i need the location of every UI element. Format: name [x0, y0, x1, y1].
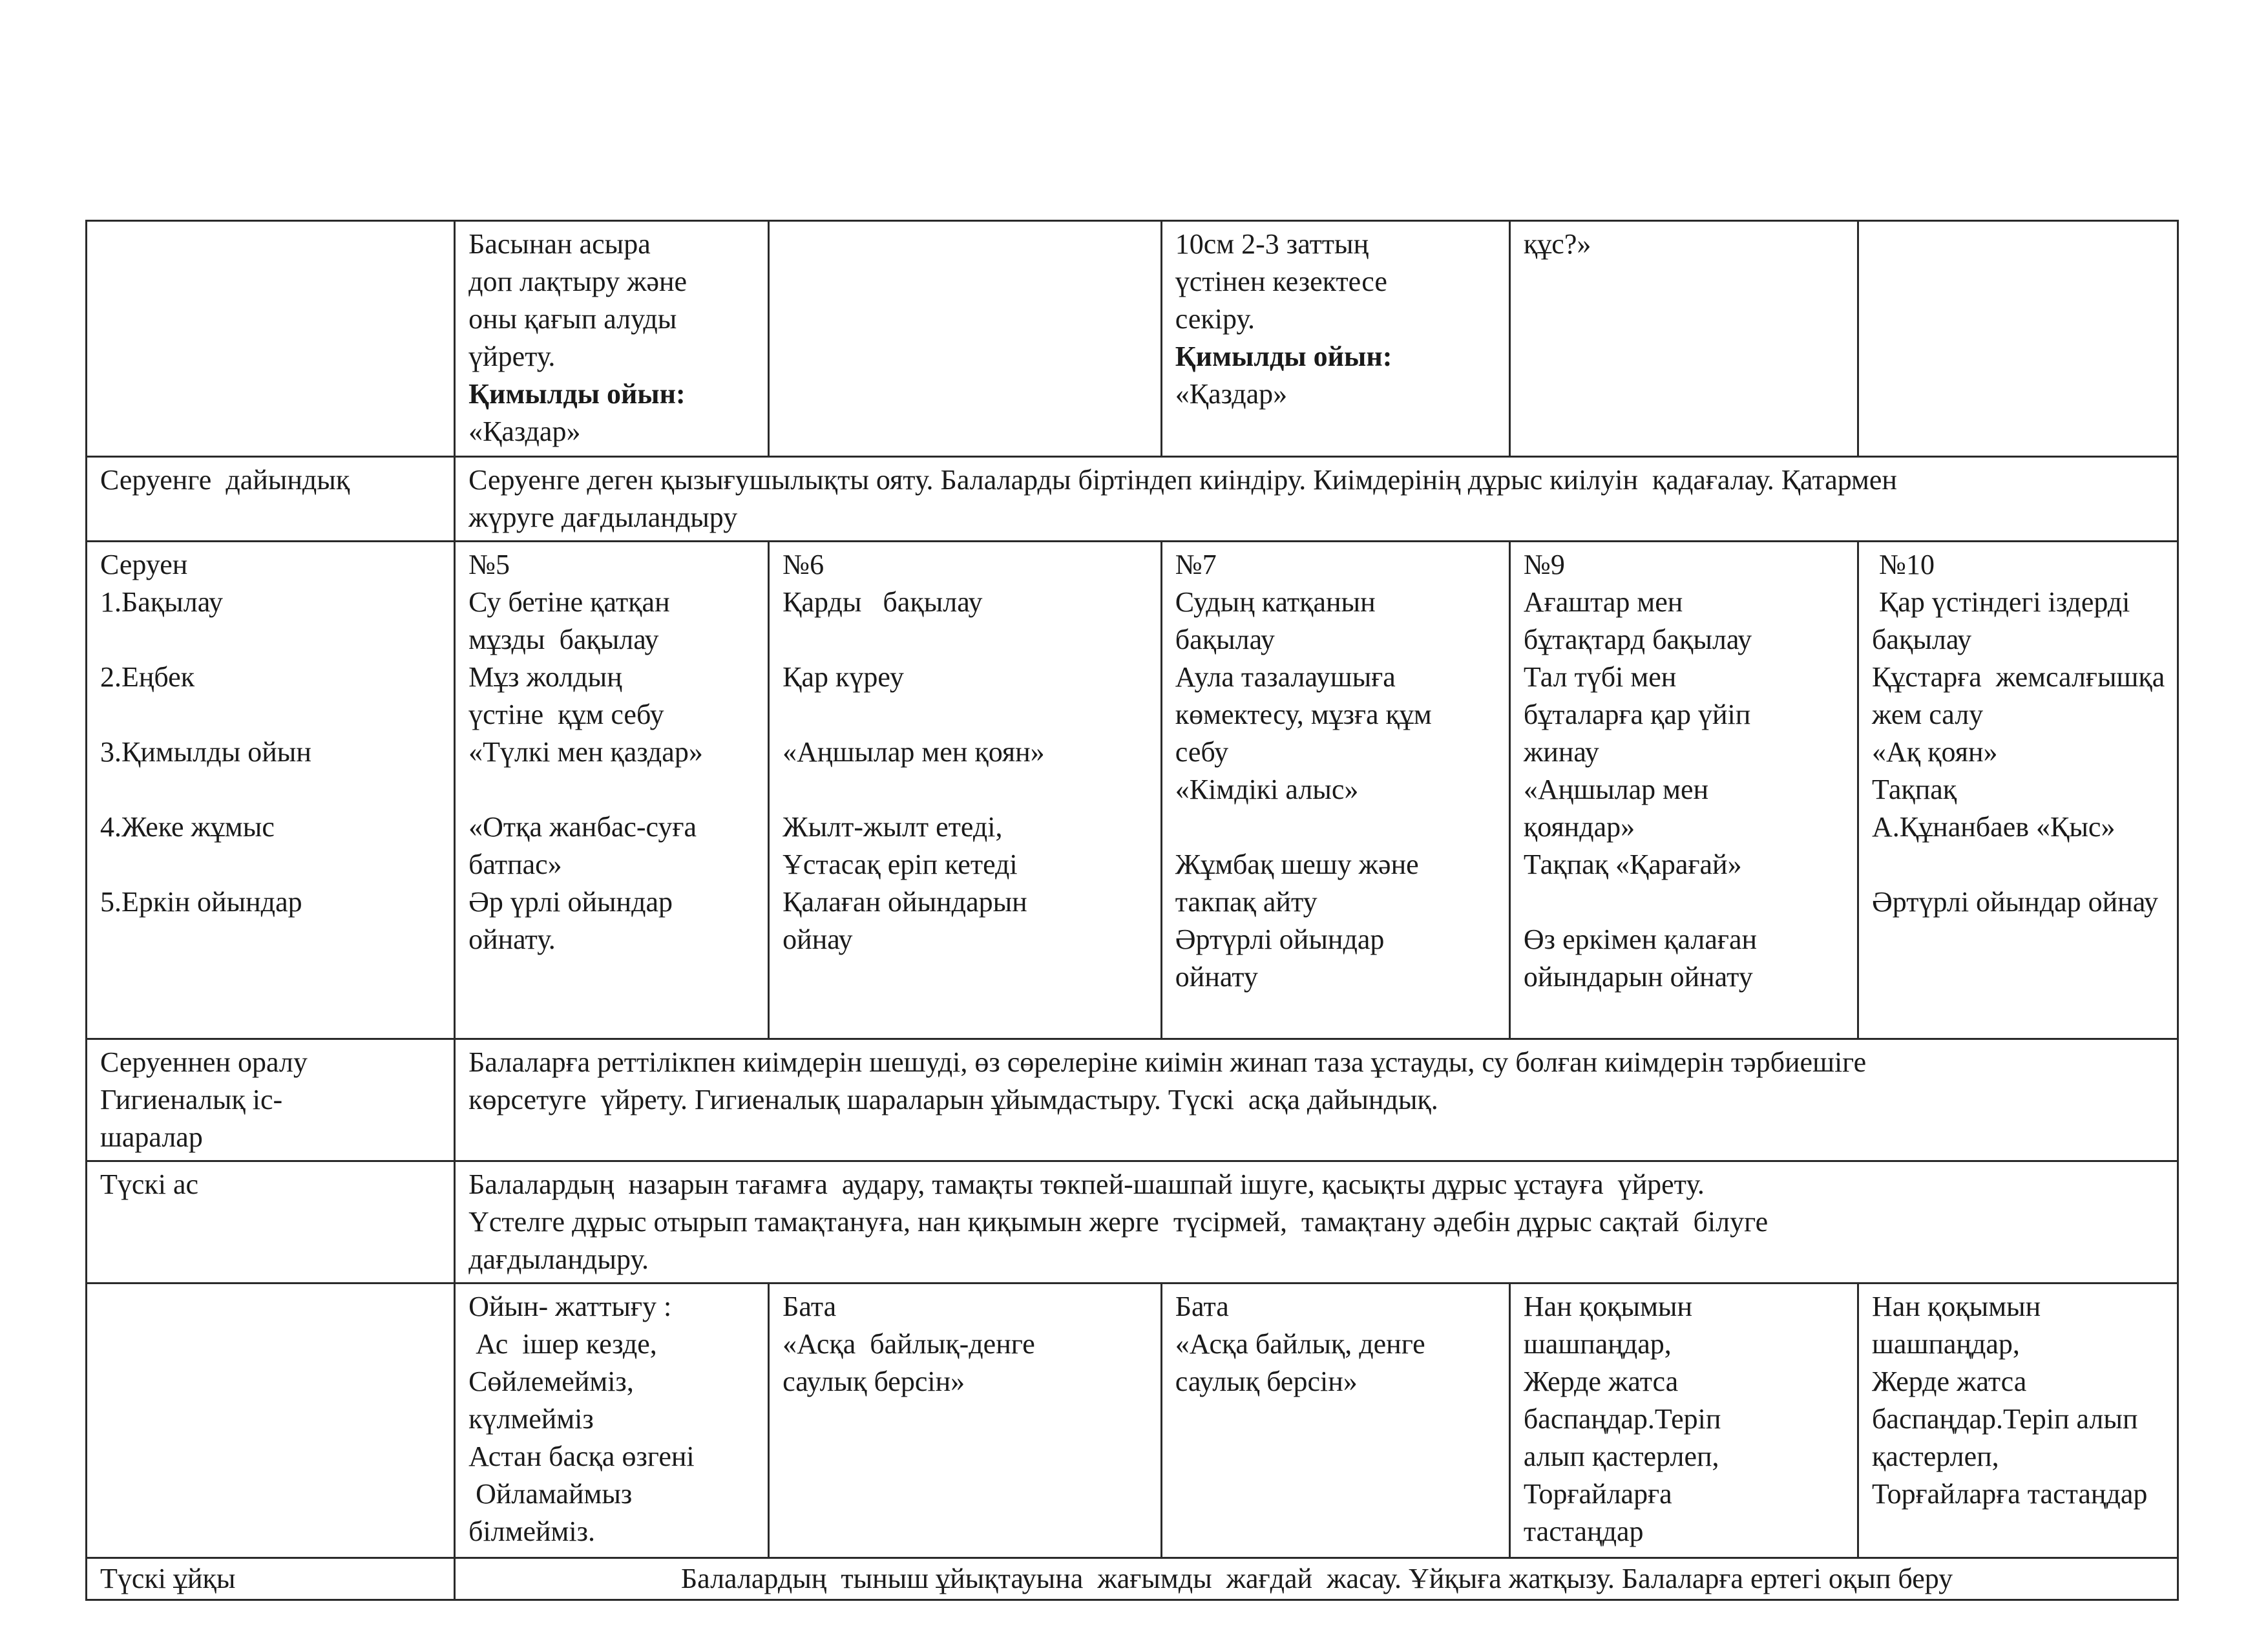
table-cell [455, 221, 769, 457]
cell-line: Ұстасақ еріп кетеді [782, 849, 1018, 880]
table-row [87, 1161, 2178, 1284]
row-label: Гигиеналық іс- [100, 1084, 283, 1115]
cell-line: №6 [782, 549, 824, 580]
merged-cell [455, 1161, 2178, 1284]
cell-line: батпас» [468, 849, 562, 880]
cell-line: саулық берсін» [1175, 1366, 1358, 1397]
table-cell [1858, 542, 2178, 1039]
cell-line: баспаңдар.Теріп алып [1872, 1403, 2138, 1435]
cell-line: ойнату [1175, 961, 1258, 993]
cell-line: Әртүрлі ойындар [1175, 924, 1385, 955]
cell-line: үстіне құм себу [468, 699, 664, 730]
cell-line: бұталарға қар үйіп [1523, 699, 1751, 730]
cell-line: Жерде жатса [1523, 1366, 1679, 1397]
cell-line: Өз еркімен қалаған [1523, 924, 1758, 955]
merged-cell [455, 1039, 2178, 1161]
row-label: шаралар [100, 1121, 203, 1153]
cell-line: Астан басқа өзгені [468, 1441, 695, 1472]
cell-line: «Отқа жанбас-суға [468, 811, 697, 843]
cell-line: «Аңшылар мен қоян» [782, 736, 1045, 768]
cell-line: такпақ айту [1175, 886, 1318, 918]
row-label-cell [87, 1558, 455, 1600]
row-label-cell [87, 1039, 455, 1161]
cell-line: Балаларға реттілікпен киімдерін шешуді, өз сөрелеріне киімін жинап таза ұстауды, су болған киімдерін тәрбиешіге [468, 1046, 1867, 1078]
table-cell [1161, 542, 1509, 1039]
cell-line: Бата [1175, 1291, 1229, 1322]
row-label: 2.Еңбек [100, 661, 195, 693]
table-cell [1509, 542, 1858, 1039]
cell-line: шашпаңдар, [1523, 1328, 1672, 1360]
cell-line: жем салу [1872, 699, 1984, 730]
cell-line [782, 696, 1149, 734]
table-row [87, 221, 2178, 457]
table-cell [769, 221, 1162, 457]
cell-line: А.Құнанбаев «Қыс» [1872, 811, 2116, 843]
cell-line: Сөйлемейміз, [468, 1366, 634, 1397]
cell-line: білмейміз. [468, 1516, 595, 1547]
cell-line: Әр үрлі ойындар [468, 886, 673, 918]
cell-line: себу [1175, 736, 1229, 768]
game-label: Қимылды ойын: [468, 378, 686, 410]
row-label: 3.Қимылды ойын [100, 736, 311, 768]
cell-line [1175, 808, 1497, 846]
cell-line: Жерде жатса [1872, 1366, 2027, 1397]
cell-line: Ойын- жаттығу : [468, 1291, 672, 1322]
cell-line: Үстелге дұрыс отырып тамақтануға, нан қиқымын жерге түсірмей, тамақтану әдебін дұрыс сақтай білуге [468, 1206, 1769, 1238]
table-row [87, 1284, 2178, 1558]
row-label: Серуеннен оралу [100, 1046, 308, 1078]
table-cell [455, 542, 769, 1039]
cell-line: мұзды бақылау [468, 624, 659, 655]
cell-line: тастаңдар [1523, 1516, 1644, 1547]
cell-line: №9 [1523, 549, 1565, 580]
cell-line: доп лақтыру және [468, 266, 688, 297]
cell-line: Ойламаймыз [468, 1478, 633, 1510]
table-cell [1509, 221, 1858, 457]
merged-cell [455, 1558, 2178, 1600]
cell-line: Бата [782, 1291, 837, 1322]
cell-line: Су бетіне қатқан [468, 586, 670, 618]
cell-line: «Түлкі мен қаздар» [468, 736, 703, 768]
cell-line: алып қастерлеп, [1523, 1441, 1719, 1472]
cell-line: жинау [1523, 736, 1599, 768]
cell-line: Нан қоқымын [1872, 1291, 2041, 1322]
table-row [87, 542, 2178, 1039]
cell-line: үстінен кезектесе [1175, 266, 1387, 297]
cell-line: ойнау [782, 924, 853, 955]
row-label-cell [87, 1161, 455, 1284]
cell-line [782, 771, 1149, 808]
cell-line: күлмейміз [468, 1403, 594, 1435]
cell-line: «Кімдікі алыс» [1175, 774, 1359, 805]
row-label [100, 771, 442, 808]
cell-line: бақылау [1872, 624, 1972, 655]
cell-line: 10см 2-3 заттың [1175, 228, 1369, 260]
table-cell [1161, 1284, 1509, 1558]
cell-line: Торғайларға тастаңдар [1872, 1478, 2148, 1510]
cell-line: «Аңшылар мен [1523, 774, 1709, 805]
cell-line: Қарды бақылау [782, 586, 983, 618]
row-label: Түскі ас [100, 1168, 199, 1200]
cell-line: Құстарға жемсалғышқа [1872, 661, 2165, 693]
table-row [87, 1558, 2178, 1600]
cell-line: Серуенге деген қызығушылықты ояту. Балаларды біртіндеп киіндіру. Киімдерінің дұрыс киілуін қадағалау. Қатармен [468, 464, 1897, 496]
cell-line: №7 [1175, 549, 1217, 580]
cell-line: Тақпақ «Қарағай» [1523, 849, 1742, 880]
cell-line: Әртүрлі ойындар ойнау [1872, 886, 2159, 918]
cell-line: Басынан асыра [468, 228, 651, 260]
cell-line: бақылау [1175, 624, 1275, 655]
cell-line: Жылт-жылт етеді, [782, 811, 1003, 843]
cell-line: саулық берсін» [782, 1366, 965, 1397]
cell-line [1872, 846, 2165, 883]
row-label: Серуен [100, 549, 188, 580]
row-label: Серуенге дайындық [100, 464, 350, 496]
row-label-cell [87, 542, 455, 1039]
cell-line: Балалардың тыныш ұйықтауына жағымды жағдай жасау. Ұйқыға жатқызу. Балаларға ертегі оқып беру [680, 1563, 1953, 1594]
table-cell [1858, 221, 2178, 457]
cell-line: Тал түбі мен [1523, 661, 1677, 693]
table-cell [455, 1284, 769, 1558]
table-cell [769, 542, 1162, 1039]
row-label-cell [87, 221, 455, 457]
cell-line: шашпаңдар, [1872, 1328, 2020, 1360]
cell-line: №5 [468, 549, 510, 580]
cell-line: ойнату. [468, 924, 556, 955]
cell-line [782, 621, 1149, 659]
row-label: Түскі ұйқы [100, 1563, 236, 1594]
cell-line [468, 771, 756, 808]
cell-line: қояндар» [1523, 811, 1635, 843]
game-name: «Қаздар» [1175, 378, 1288, 410]
row-label [100, 621, 442, 659]
row-label-cell [87, 1284, 455, 1558]
row-label [100, 846, 442, 883]
table-cell [1161, 221, 1509, 457]
cell-line: оны қағып алуды [468, 303, 677, 335]
cell-line: секіру. [1175, 303, 1255, 335]
cell-line: жүруге дағдыландыру [468, 502, 738, 533]
table-row [87, 457, 2178, 542]
cell-line: үйрету. [468, 341, 556, 372]
cell-line: «Асқа байлық-денге [782, 1328, 1035, 1360]
row-label: 1.Бақылау [100, 586, 223, 618]
cell-line: көрсетуге үйрету. Гигиеналық шараларын ұйымдастыру. Түскі асқа дайындық. [468, 1084, 1438, 1115]
cell-line: көмектесу, мұзға құм [1175, 699, 1432, 730]
cell-line: Аула тазалаушыға [1175, 661, 1396, 693]
cell-line: Ағаштар мен [1523, 586, 1683, 618]
table-cell [1858, 1284, 2178, 1558]
cell-line: баспаңдар.Теріп [1523, 1403, 1721, 1435]
row-label: 5.Еркін ойындар [100, 886, 302, 918]
cell-line: Торғайларға [1523, 1478, 1672, 1510]
cell-line: №10 [1872, 549, 1935, 580]
table-cell [769, 1284, 1162, 1558]
cell-line: ойындарын ойнату [1523, 961, 1753, 993]
cell-line: Тақпақ [1872, 774, 1957, 805]
row-label [100, 696, 442, 734]
cell-line: Судың катқанын [1175, 586, 1376, 618]
cell-line: қастерлеп, [1872, 1441, 1999, 1472]
cell-line: бұтақтард бақылау [1523, 624, 1752, 655]
cell-line: Қалаған ойындарын [782, 886, 1027, 918]
cell-line: құс?» [1523, 228, 1591, 260]
cell-line: Жұмбақ шешу және [1175, 849, 1419, 880]
cell-line: Мұз жолдың [468, 661, 622, 693]
merged-cell [455, 457, 2178, 542]
cell-line: Нан қоқымын [1523, 1291, 1693, 1322]
cell-line: «Асқа байлық, денге [1175, 1328, 1425, 1360]
cell-line: «Ақ қоян» [1872, 736, 1998, 768]
daily-schedule-table [85, 220, 2179, 1601]
cell-line: Қар үстіндегі іздерді [1872, 586, 2130, 618]
cell-line: Қар күреу [782, 661, 904, 693]
row-label: 4.Жеке жұмыс [100, 811, 275, 843]
cell-line: Ас ішер кезде, [468, 1328, 657, 1360]
cell-line [1524, 883, 1845, 921]
table-cell [1509, 1284, 1858, 1558]
game-name: «Қаздар» [468, 416, 581, 447]
cell-line: дағдыландыру. [468, 1243, 649, 1275]
cell-line: Балалардың назарын тағамға аудару, тамақты төкпей-шашпай ішуге, қасықты дұрыс ұстауға үйрету. [468, 1168, 1705, 1200]
row-label-cell [87, 457, 455, 542]
game-label: Қимылды ойын: [1175, 341, 1392, 372]
table-row [87, 1039, 2178, 1161]
